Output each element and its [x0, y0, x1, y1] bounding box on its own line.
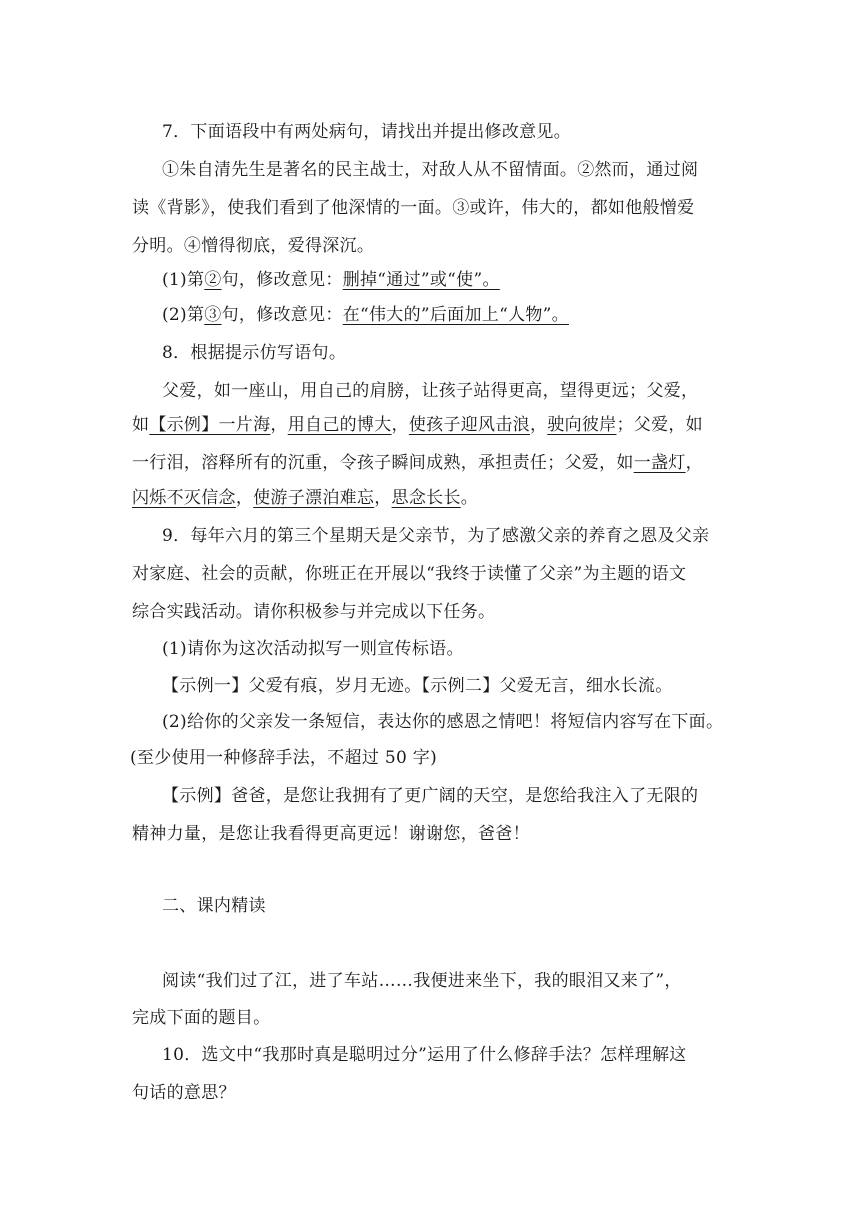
q9-line-1: 9．每年六月的第三个星期天是父亲节，为了感激父亲的养育之恩及父亲: [162, 526, 710, 546]
q9-task-2-answer-line-2: 精神力量，是您让我看得更高更远！谢谢您，爸爸！: [132, 824, 530, 844]
q7-passage-line-1: ①朱自清先生是著名的民主战士，对敌人从不留情面。②然而，通过阅: [162, 160, 699, 180]
q8-line-4: 闪烁不灭信念，使游子漂泊难忘，思念长长。: [132, 488, 479, 508]
q7-answer-2: (2)第③句，修改意见：在“伟大的”后面加上“人物”。: [162, 305, 569, 325]
q7-passage-line-2: 读《背影》，使我们看到了他深情的一面。③或许，伟大的，都如他般憎爱: [132, 198, 695, 218]
q8-title: 8．根据提示仿写语句。: [162, 343, 347, 363]
q7-answer-2-text: 在“伟大的”后面加上“人物”。: [342, 305, 569, 325]
q9-line-2: 对家庭、社会的贡献，你班正在开展以“我终于读懂了父亲”为主题的语文: [132, 564, 687, 584]
q9-task-2-answer-line-1: 【示例】爸爸，是您让我拥有了更广阔的天空，是您给我注入了无限的: [162, 786, 699, 806]
q7-answer-1-text: 删掉“通过”或“使”。: [342, 270, 500, 290]
q9-task-1: (1)请你为这次活动拟写一则宣传标语。: [162, 639, 464, 659]
q9-task-1-answer: 【示例一】父爱有痕，岁月无迹。【示例二】父爱无言，细水长流。: [162, 676, 673, 696]
q7-answer-1: (1)第②句，修改意见：删掉“通过”或“使”。: [162, 270, 500, 290]
q10-line-2: 句话的意思？: [132, 1083, 236, 1103]
q9-line-3: 综合实践活动。请你积极参与并完成以下任务。: [132, 602, 496, 622]
section-heading: 二、课内精读: [162, 896, 266, 916]
q8-line-3: 一行泪，溶释所有的沉重，令孩子瞬间成熟，承担责任；父爱，如一盏灯，: [132, 453, 703, 473]
q8-line-2: 如【示例】一片海，用自己的博大，使孩子迎风击浪，驶向彼岸；父爱，如: [132, 415, 703, 435]
q8-line-1: 父爱，如一座山，用自己的肩膀，让孩子站得更高，望得更远；父爱，: [162, 381, 699, 401]
reading-intro-line-2: 完成下面的题目。: [132, 1008, 271, 1028]
q9-task-2-line-1: (2)给你的父亲发一条短信，表达你的感恩之情吧！将短信内容写在下面。: [162, 712, 724, 732]
q7-title: 7．下面语段中有两处病句，请找出并提出修改意见。: [162, 122, 572, 142]
q7-passage-line-3: 分明。④憎得彻底，爱得深沉。: [132, 236, 375, 256]
q10-line-1: 10．选文中“我那时真是聪明过分”运用了什么修辞手法？怎样理解这: [162, 1045, 687, 1065]
q9-task-2-line-2: (至少使用一种修辞手法，不超过 50 字): [130, 748, 438, 768]
reading-intro-line-1: 阅读“我们过了江，进了车站……我便进来坐下，我的眼泪又来了”，: [162, 971, 682, 991]
